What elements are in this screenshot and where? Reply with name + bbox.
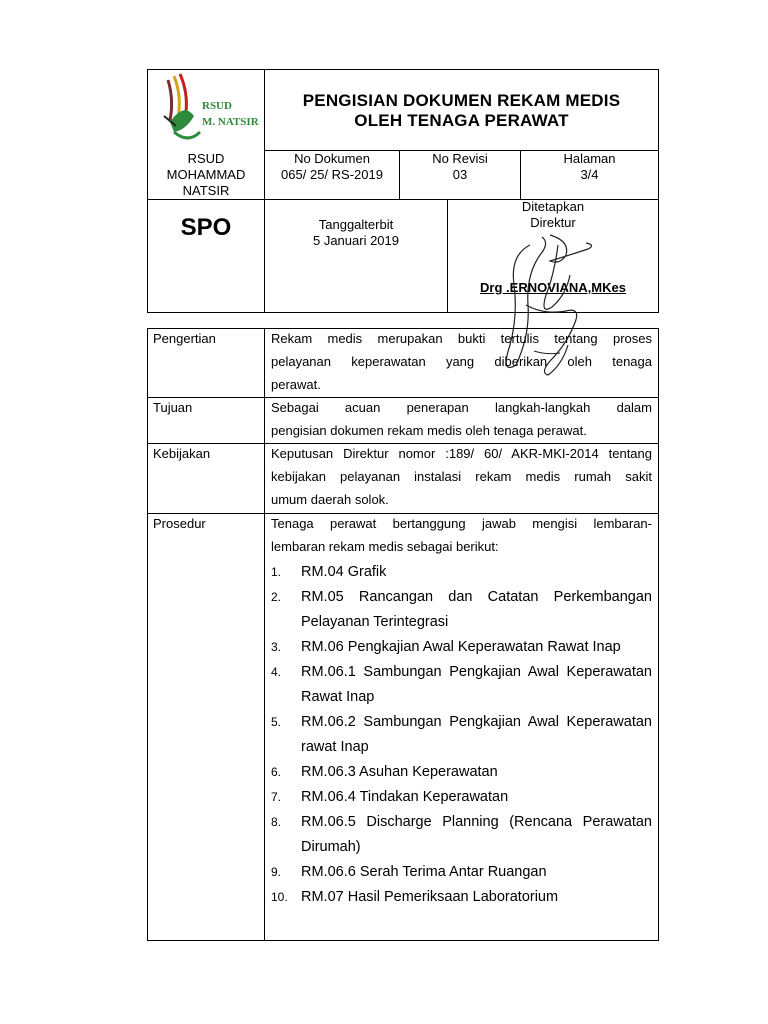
list-item [271,635,652,660]
text-line: lembaran rekam medis sebagai berikut: [271,539,499,554]
page-label: Halaman [563,151,616,166]
approved-label: Ditetapkan [521,199,585,214]
list-text: RM.04 Grafik [301,564,387,580]
list-number: 8. [271,815,282,829]
section-label-tujuan: Tujuan [153,400,193,415]
section-label-kebijakan: Kebijakan [153,446,211,461]
list-number: 2. [271,590,282,604]
list-item [271,860,652,885]
hospital-logo [160,72,260,147]
issued-date: 5 Januari 2019 [312,233,399,248]
page-value: 3/4 [580,167,599,182]
list-number: 10. [271,890,288,904]
section-text-kebijakan [271,442,652,511]
title-line: OLEH TENAGA PERAWAT [354,111,569,130]
list-number: 7. [271,790,282,804]
hospital-name-line: MOHAMMAD [166,167,246,182]
title-line: PENGISIAN DOKUMEN REKAM MEDIS [302,91,621,110]
text-line: Tenaga perawat bertanggung jawab mengisi lembaran- [271,516,652,531]
text-line: perawat. [271,377,321,392]
doc-number-label: No Dokumen [294,151,370,166]
text-line: pelayanan keperawatan yang diberikan oleh tenaga [271,354,652,369]
list-item [271,760,652,785]
logo-text-line1: RSUD [202,100,232,112]
list-item [271,885,652,910]
hospital-name [148,151,264,199]
list-text: RM.06.4 Tindakan Keperawatan [301,789,509,805]
list-item [271,710,652,760]
list-text: RM.06.3 Asuhan Keperawatan [301,764,498,780]
document-title [265,91,658,131]
list-item [271,660,652,710]
text-line: Keputusan Direktur nomor :189/ 60/ AKR-MKI-2014 tentang [271,446,652,461]
text-line: pengisian dokumen rekam medis oleh tenaga perawat. [271,423,587,438]
text-line: Sebagai acuan penerapan langkah-langkah dalam [271,400,652,415]
section-text-pengertian [271,327,652,396]
revision-cell [400,151,520,183]
doc-number-value: 065/ 25/ RS-2019 [281,167,383,182]
text-line: umum daerah solok. [271,492,389,507]
list-number: 4. [271,665,282,679]
list-number: 9. [271,865,282,879]
list-text: RM.06 Pengkajian Awal Keperawatan Rawat Inap [301,639,621,655]
director-name: Drg .ERNOVIANA,MKes [480,280,626,295]
spo-label: SPO [180,214,232,241]
list-item [271,785,652,810]
list-number: 3. [271,640,282,654]
doc-number-cell [265,151,399,183]
revision-label: No Revisi [432,151,488,166]
list-item [271,810,652,860]
revision-value: 03 [452,167,468,182]
list-text: RM.06.1 Sambungan Pengkajian Awal Keperawatan Rawat Inap [301,664,652,705]
list-number: 5. [271,715,282,729]
list-item [271,560,652,585]
page-cell [521,151,658,183]
section-text-prosedur [271,512,652,910]
section-text-tujuan [271,396,652,442]
logo-text-line2: M. NATSIR [202,116,259,128]
issued-cell [265,217,447,249]
list-text: RM.06.5 Discharge Planning (Rencana Perawatan Dirumah) [301,814,652,855]
list-item [271,585,652,635]
list-number: 6. [271,765,282,779]
text-line: kebijakan pelayanan instalasi rekam medis rumah sakit [271,469,652,484]
issued-label: Tanggalterbit [318,217,394,232]
list-number: 1. [271,565,282,579]
hospital-name-line: RSUD [187,151,225,166]
list-text: RM.05 Rancangan dan Catatan Perkembangan Pelayanan Terintegrasi [301,589,652,630]
section-label-prosedur: Prosedur [153,516,206,531]
procedure-list [271,560,652,910]
list-text: RM.07 Hasil Pemeriksaan Laboratorium [301,889,559,905]
section-label-pengertian: Pengertian [153,331,216,346]
text-line: Rekam medis merupakan bukti tertulis tentang proses [271,331,652,346]
hospital-name-line: NATSIR [182,183,230,198]
list-text: RM.06.2 Sambungan Pengkajian Awal Keperawatan rawat Inap [301,714,652,755]
list-text: RM.06.6 Serah Terima Antar Ruangan [301,864,547,880]
approved-role: Direktur [530,215,576,230]
